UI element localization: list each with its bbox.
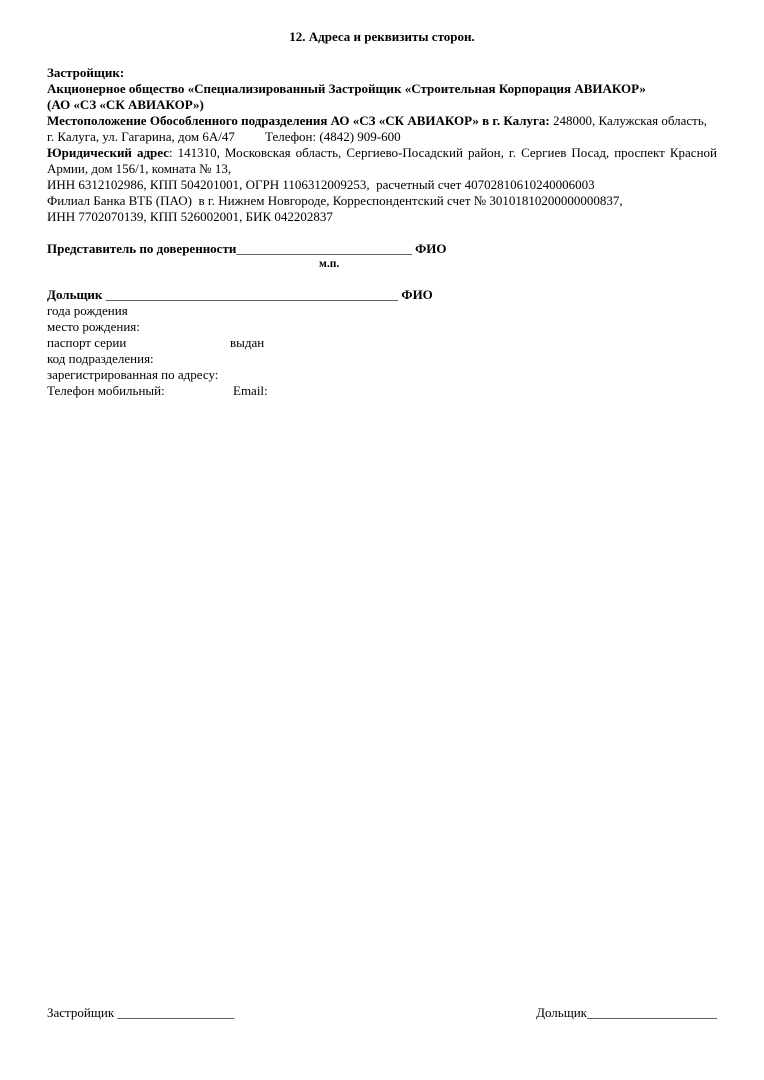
- birth-place-line: место рождения:: [47, 319, 140, 334]
- footer-shareholder-signature: Дольщик____________________: [536, 1005, 717, 1020]
- location-value: 248000, Калужская область,: [549, 113, 707, 128]
- company-full-name: Акционерное общество «Специализированный Застройщик «Строительная Корпорация АВИАКОР»: [47, 81, 646, 96]
- shareholder-line: [47, 287, 717, 303]
- bank-line: Филиал Банка ВТБ (ПАО) в г. Нижнем Новгороде, Корреспондентский счет № 30101810200000000837,: [47, 193, 623, 208]
- inn-requisites-line: ИНН 6312102986, КПП 504201001, ОГРН 1106312009253, расчетный счет 40702810610240006003: [47, 177, 595, 192]
- legal-address-value: : 141310, Московская область, Сергиево-Посадский район, г. Сергиев Посад, проспект Красной: [168, 145, 717, 160]
- page-title: 12. Адреса и реквизиты сторон.: [289, 29, 475, 44]
- location-line: [47, 113, 717, 129]
- developer-heading: Застройщик:: [47, 65, 125, 80]
- footer-signature-row: [47, 1005, 717, 1021]
- location-address: г. Калуга, ул. Гагарина, дом 6А/47: [47, 129, 235, 144]
- spacer: [47, 225, 717, 241]
- phone-value: Телефон: (4842) 909-600: [265, 129, 401, 144]
- birth-year-line: года рождения: [47, 303, 128, 318]
- shareholder-signature-blank: _____________________________________________: [105, 287, 399, 302]
- passport-series-label: паспорт серии: [47, 335, 127, 350]
- footer-developer-signature: Застройщик __________________: [47, 1005, 235, 1020]
- legal-address-line2: Армии, дом 156/1, комната № 13,: [47, 161, 232, 176]
- location-label: Местоположение Обособленного подразделения АО «СЗ «СК АВИАКОР» в г. Калуга:: [47, 113, 550, 128]
- legal-address-line: [47, 145, 717, 161]
- passport-line: [47, 335, 717, 351]
- company-short-name: (АО «СЗ «СК АВИАКОР»): [47, 97, 204, 112]
- mobile-phone-label: Телефон мобильный:: [47, 383, 165, 398]
- representative-line: [47, 241, 717, 257]
- division-code-line: код подразделения:: [47, 351, 154, 366]
- passport-issued-label: выдан: [230, 335, 265, 350]
- shareholder-label: Дольщик: [47, 287, 106, 302]
- email-label: Email:: [233, 383, 268, 398]
- contacts-line: [47, 383, 717, 399]
- location-address-line: [47, 129, 717, 145]
- shareholder-fio-label: ФИО: [398, 287, 433, 302]
- legal-address-label: Юридический адрес: [47, 145, 169, 160]
- bank-inn-line: ИНН 7702070139, КПП 526002001, БИК 042202837: [47, 209, 333, 224]
- representative-signature-blank: ___________________________: [236, 241, 412, 256]
- spacer: [47, 271, 717, 287]
- representative-fio-label: ФИО: [411, 241, 447, 256]
- representative-label: Представитель по доверенности: [47, 241, 237, 256]
- registered-address-line: зарегистрированная по адресу:: [47, 367, 219, 382]
- seal-mark: м.п.: [319, 258, 340, 270]
